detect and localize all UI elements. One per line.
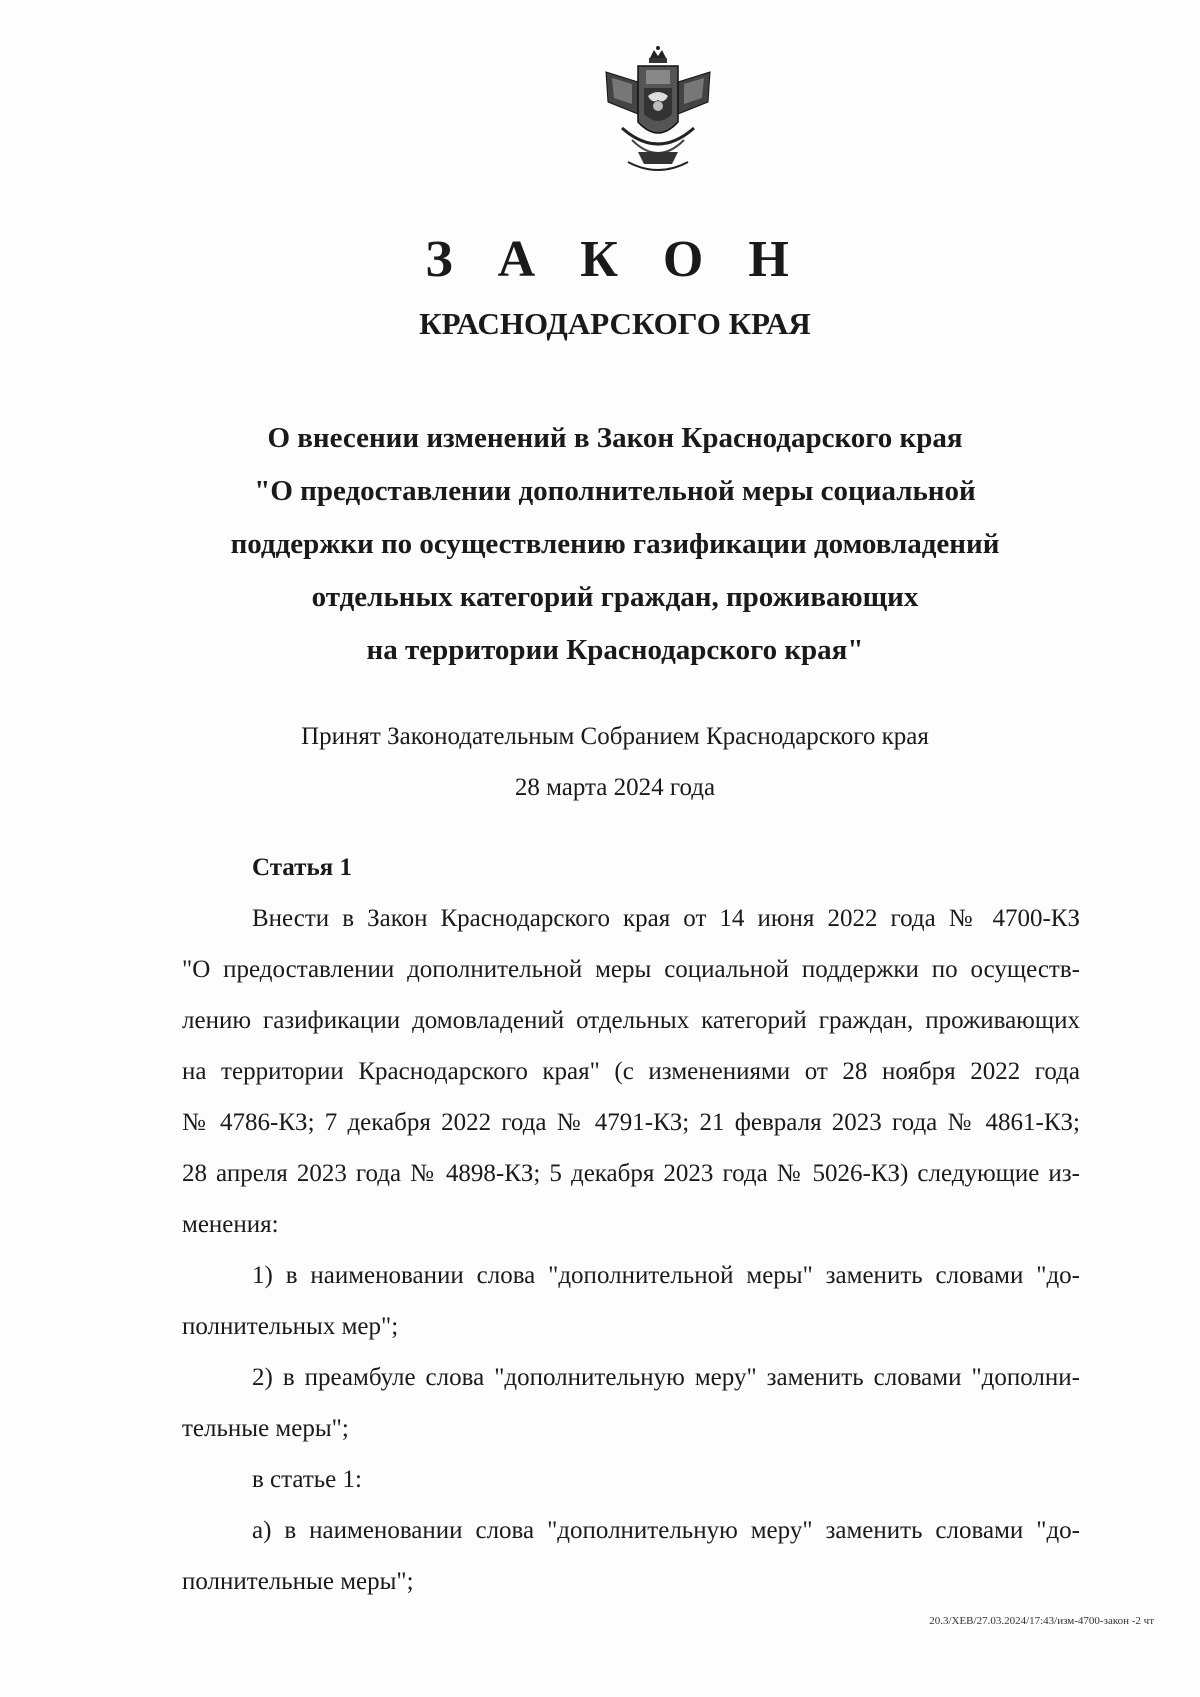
adoption-line: Принят Законодательным Собранием Краснодарского края [301,723,929,750]
body-line: № 4786-КЗ; 7 декабря 2022 года № 4791-КЗ; 21 февраля 2023 года № 4861-КЗ; [182,1109,1080,1136]
law-title: З А К О Н [425,231,805,288]
body-line: в статье 1: [252,1466,362,1493]
law-region-subtitle: КРАСНОДАРСКОГО КРАЯ [419,306,811,341]
body-line: лению газификации домовладений отдельных категорий граждан, проживающих [182,1007,1080,1034]
heading-line: О внесении изменений в Закон Краснодарского края [267,422,963,454]
body-line: полнительные меры"; [182,1568,414,1595]
body-line: "О предоставлении дополнительной меры социальной поддержки по осуществ- [182,956,1080,983]
law-heading [150,412,1080,677]
body-line: на территории Краснодарского края" (с изменениями от 28 ноября 2022 года [182,1058,1080,1085]
heading-line: на территории Краснодарского края" [366,634,864,666]
body-line: менения: [182,1211,279,1238]
body-line: Внести в Закон Краснодарского края от 14 июня 2022 года № 4700-КЗ [252,905,1080,932]
body-line: полнительных мер"; [182,1313,399,1340]
adoption-note [150,711,1080,813]
adoption-date: 28 марта 2024 года [514,774,716,801]
coat-of-arms-icon [598,44,718,184]
body-line: 28 апреля 2023 года № 4898-КЗ; 5 декабря 2023 года № 5026-КЗ) следующие из- [182,1160,1080,1187]
body-line: тельные меры"; [182,1415,349,1442]
body-line: 2) в преамбуле слова "дополнительную меру" заменить словами "дополни- [252,1364,1080,1391]
heading-line: отдельных категорий граждан, проживающих [311,581,919,613]
document-footer-code: 20.3/ХЕВ/27.03.2024/17:43/изм-4700-закон -2 чт [929,1615,1154,1627]
heading-line: "О предоставлении дополнительной меры социальной [254,475,976,507]
article-title: Статья 1 [252,854,352,881]
body-line: 1) в наименовании слова "дополнительной меры" заменить словами "до- [252,1262,1080,1289]
heading-line: поддержки по осуществлению газификации домовладений [230,528,1000,560]
body-line: а) в наименовании слова "дополнительную меру" заменить словами "до- [252,1517,1080,1544]
